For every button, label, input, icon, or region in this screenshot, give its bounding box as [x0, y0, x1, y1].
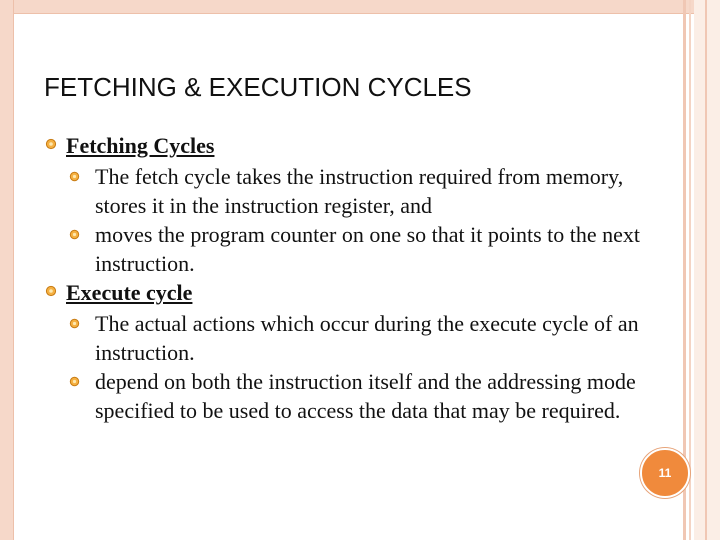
- sun-bullet-icon: [44, 284, 58, 298]
- bullet-text: The actual actions which occur during the execute cycle of an instruction.: [95, 311, 639, 365]
- page-number-badge: 11: [640, 448, 690, 498]
- section-heading-execute: [44, 278, 644, 307]
- frame-top-border: [0, 0, 720, 14]
- sun-bullet-icon: [68, 375, 81, 388]
- bullet-text: moves the program counter on one so that it points to the next instruction.: [95, 222, 641, 276]
- slide-content: [44, 131, 644, 425]
- frame-right-stripe: [705, 0, 707, 540]
- sun-bullet-icon: [68, 170, 81, 183]
- slide-title: FETCHING & EXECUTION CYCLES: [44, 72, 472, 102]
- bullet-item: [44, 367, 644, 425]
- section-heading-fetching: [44, 131, 644, 160]
- bullet-item: [44, 220, 644, 278]
- frame-right-band: [694, 0, 720, 540]
- sun-bullet-icon: [44, 137, 58, 151]
- bullet-item: [44, 309, 644, 367]
- bullet-item: [44, 162, 644, 220]
- frame-left-border: [0, 0, 14, 540]
- frame-right-stripe: [689, 0, 691, 540]
- sun-bullet-icon: [68, 228, 81, 241]
- section-heading-text: Execute cycle: [66, 280, 193, 305]
- bullet-text: The fetch cycle takes the instruction required from memory, stores it in the instruction register, and: [95, 164, 624, 218]
- bullet-text: depend on both the instruction itself and the addressing mode specified to be used to access the data that may be required.: [95, 369, 636, 423]
- sun-bullet-icon: [68, 317, 81, 330]
- section-heading-text: Fetching Cycles: [66, 133, 215, 158]
